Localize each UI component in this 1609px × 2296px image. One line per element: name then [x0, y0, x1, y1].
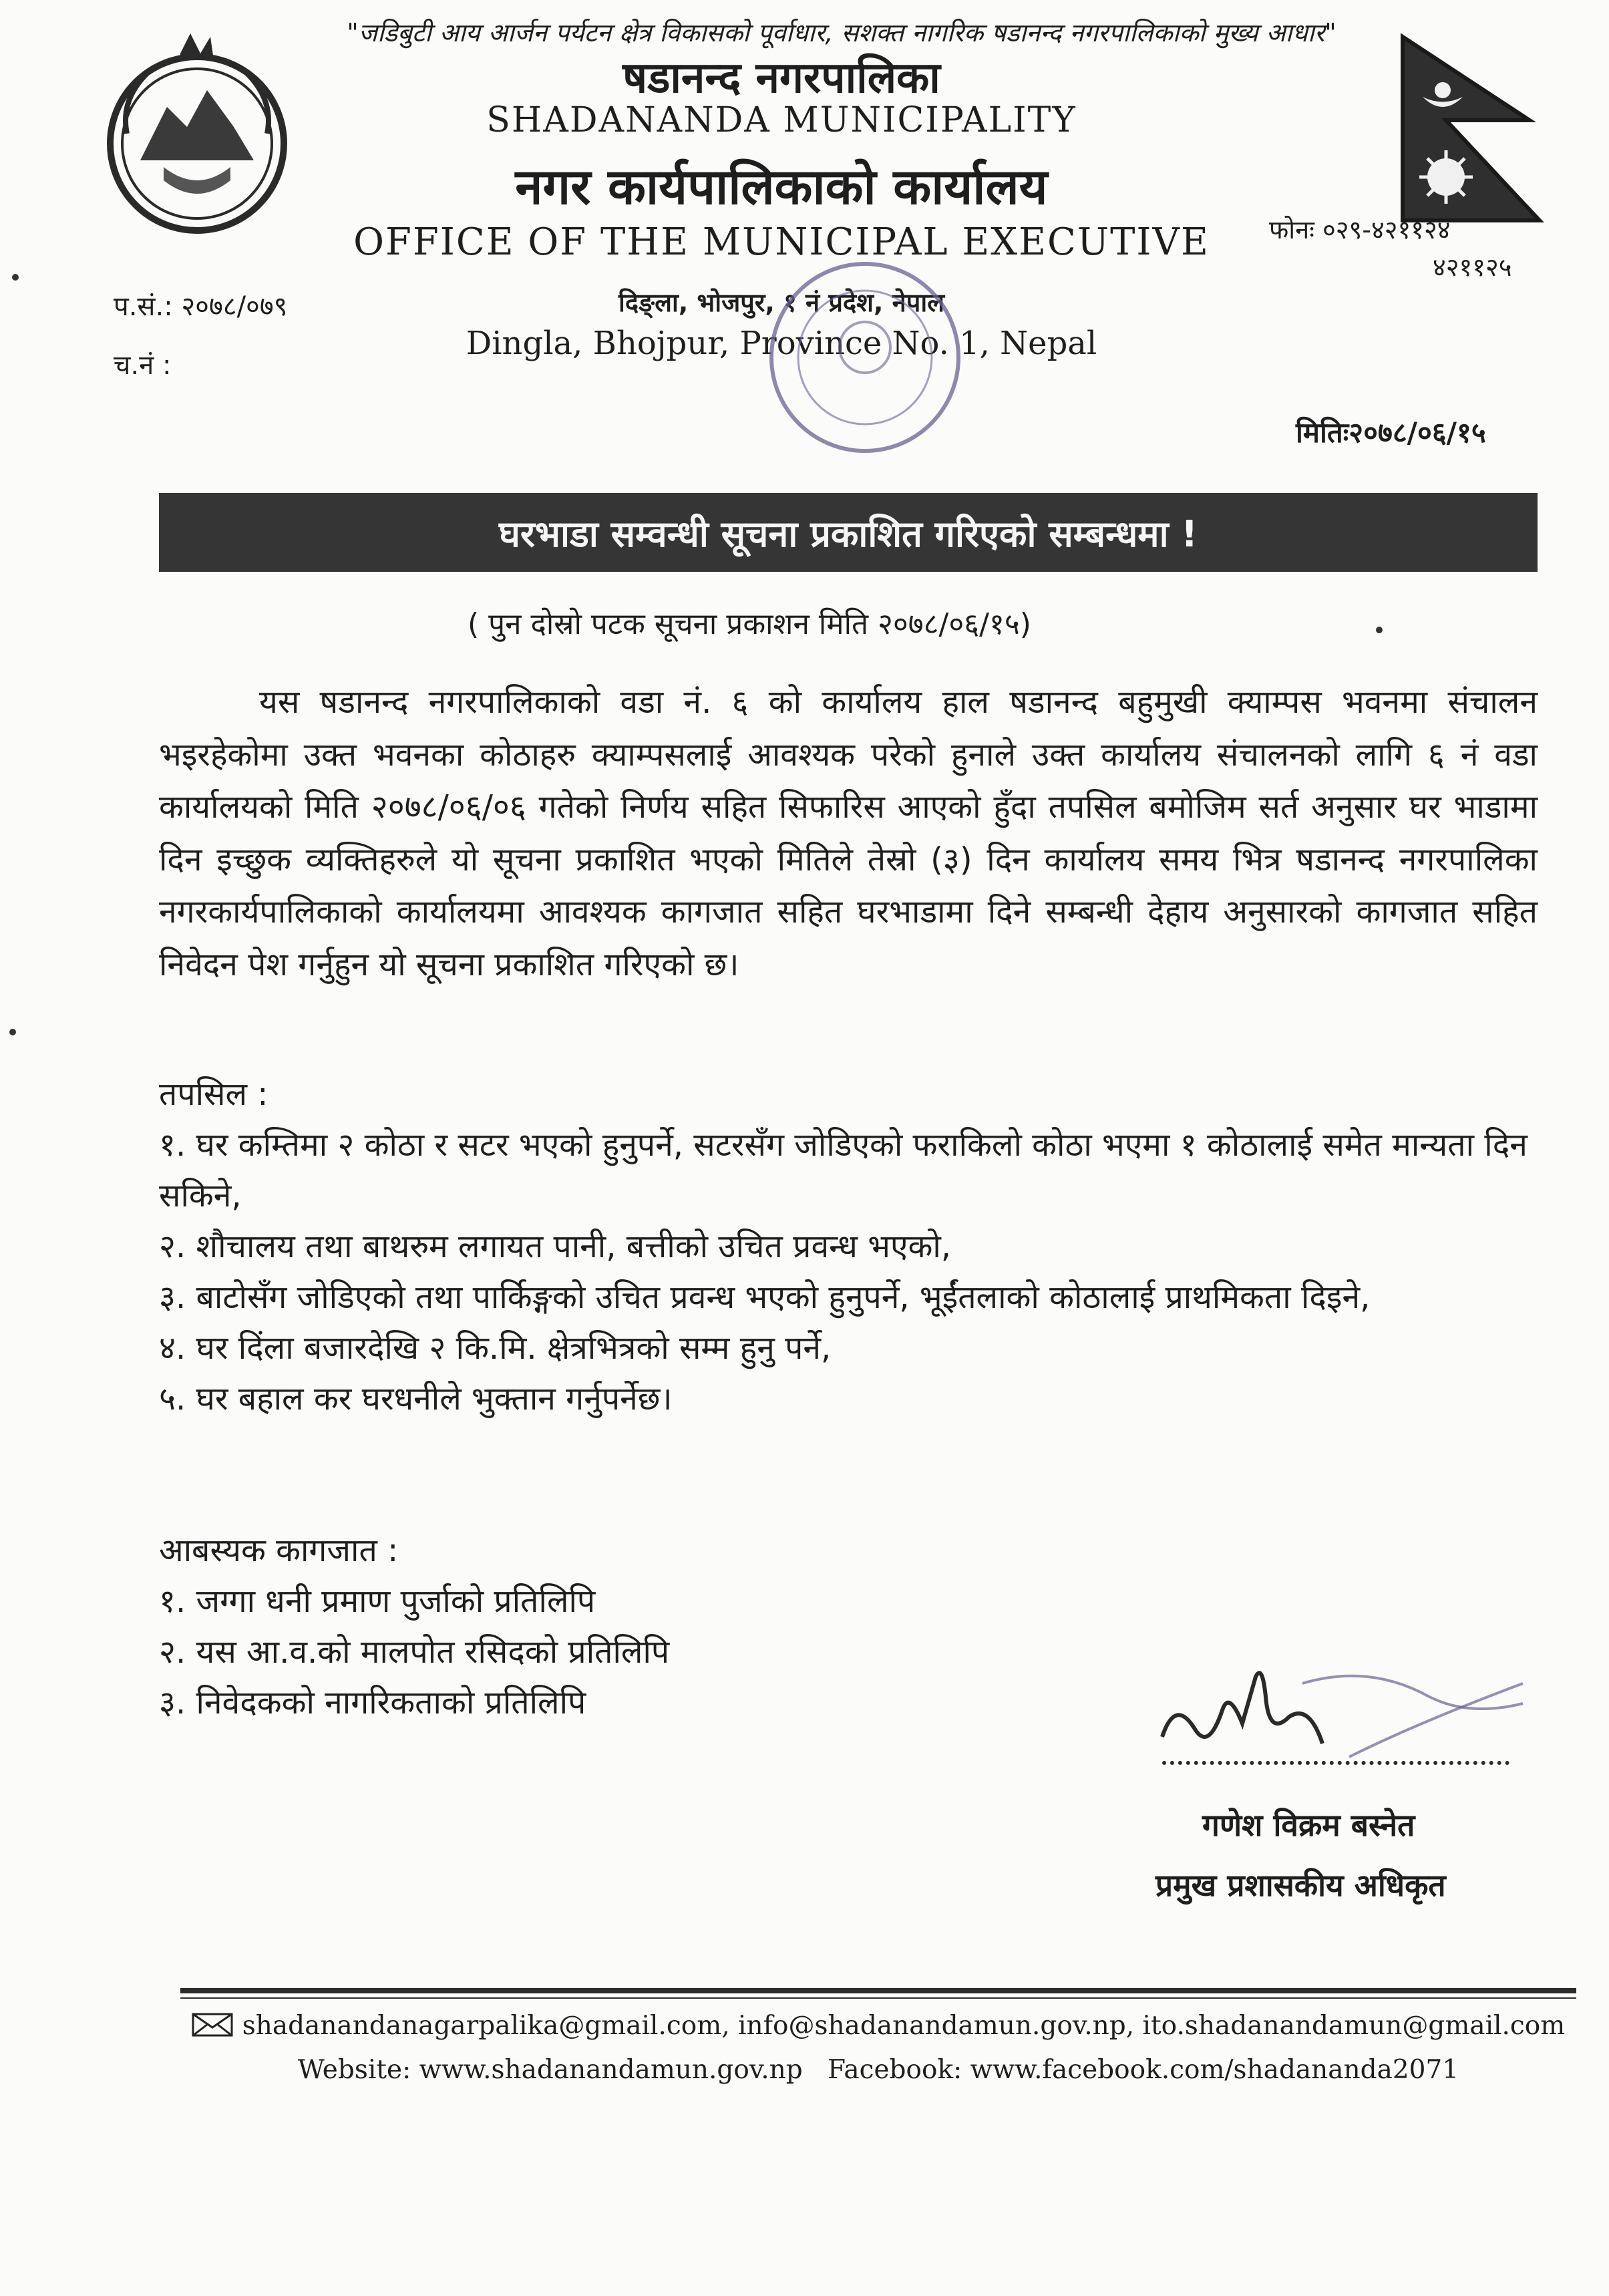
signature-scribble	[1149, 1657, 1550, 1770]
scan-speck	[9, 1029, 16, 1035]
office-name-np: नगर कार्यपालिकाको कार्यालय	[515, 158, 1048, 216]
signer-title: प्रमुख प्रशासकीय अधिकृत	[1155, 1867, 1446, 1903]
documents-heading: आबस्यक कागजात :	[159, 1532, 399, 1569]
conditions-list	[159, 1069, 1538, 1424]
notice-subtitle: ( पुन दोस्रो पटक सूचना प्रकाशन मिति २०७८/०६/१५)	[468, 607, 1031, 641]
list-item: ४. घर दिंला बजारदेखि २ कि.मि. क्षेत्रभित्रको सम्म हुनु पर्ने,	[159, 1329, 832, 1367]
nepal-emblem-icon	[100, 27, 294, 247]
office-name-en: OFFICE OF THE MUNICIPAL EXECUTIVE	[353, 220, 1210, 264]
list-item: २. यस आ.व.को मालपोत रसिदको प्रतिलिपि	[159, 1633, 670, 1671]
signer-name: गणेश विक्रम बस्नेत	[1202, 1807, 1415, 1843]
office-stamp-icon	[755, 247, 975, 468]
address-np: दिङ्ला, भोजपुर, १ नं प्रदेश, नेपाल	[618, 288, 944, 317]
notice-body: यस षडानन्द नगरपालिकाको वडा नं. ६ को कार्यालय हाल षडानन्द बहुमुखी क्याम्पस भवनमा संचालन भइरहेकोमा उक्त भवनका कोठाहरु क्याम्पसलाई आवश्यक परेको हुनाले उक्त कार्यालय संचालनको लागि ६ नं वडा कार्यालयको मिति २०७८/०६/०६ गतेको निर्णय सहित सिफारिस आएको हुँदा तपसिल बमोजिम सर्त अनुसार घर भाडामा दिन इच्छुक व्यक्तिहरुले यो सूचना प्रकाशित भएको मितिले तेस्रो (३) दिन कार्यालय समय भित्र षडानन्द नगरपालिका नगरकार्यपालिकाको कार्यालयमा आवश्यक कागजात सहित घरभाडामा दिने सम्बन्धी देहाय अनुसारको कागजात सहित निवेदन पेश गर्नुहुन यो सूचना प्रकाशित गरिएको छ।	[159, 683, 1538, 983]
envelope-icon	[192, 2013, 233, 2037]
municipality-name-np: षडानन्द नगरपालिका	[622, 53, 940, 103]
list-item: १. घर कम्तिमा २ कोठा र सटर भएको हुनुपर्ने, सटरसँग जोडिएको फराकिलो कोठा भएमा १ कोठालाई समेत मान्यता दिन सकिने,	[159, 1126, 1528, 1214]
reference-block	[114, 277, 287, 395]
scan-speck	[1376, 627, 1383, 633]
issue-date: मितिः२०७८/०६/१५	[1296, 416, 1486, 449]
municipality-name-en: SHADANANDA MUNICIPALITY	[486, 100, 1077, 140]
footer-emails[interactable]: shadanandanagarpalika@gmail.com, info@shadanandamun.gov.np, ito.shadanandamun@gmail.com	[242, 2011, 1566, 2041]
list-item: २. शौचालय तथा बाथरुम लगायत पानी, बत्तीको उचित प्रवन्ध भएको,	[159, 1228, 952, 1265]
footer-emails-line	[180, 2004, 1576, 2048]
ref-number: प.सं.: २०७८/०७९	[114, 291, 288, 322]
address-en: Dingla, Bhojpur, Province No. 1, Nepal	[466, 325, 1097, 362]
dispatch-number: च.नं :	[114, 350, 172, 381]
motto: "जडिबुटी आय आर्जन पर्यटन क्षेत्र विकासको पूर्वाधार, सशक्त नागरिक षडानन्द नगरपालिकाको मुख्य आधार"	[347, 18, 1336, 47]
list-item: ५. घर बहाल कर घरधनीले भुक्तान गर्नुपर्नेछ।	[159, 1380, 673, 1418]
phone-1: फोनः ०२९-४२११२४	[1269, 215, 1451, 244]
footer-web[interactable]: Website: www.shadanandamun.gov.np Facebook: www.facebook.com/shadananda2071	[297, 2055, 1459, 2085]
phone-numbers	[1269, 211, 1550, 286]
nepal-flag-icon	[1396, 33, 1550, 227]
list-item: ३. बाटोसँग जोडिएको तथा पार्किङ्गको उचित प्रवन्ध भएको हुनुपर्ने, भूईंतलाको कोठालाई प्राथमिकता दिइने,	[159, 1279, 1371, 1316]
list-item: ३. निवेदकको नागरिकताको प्रतिलिपि	[159, 1684, 586, 1721]
phone-2: ४२११२५	[1433, 253, 1512, 282]
notice-title: घरभाडा सम्वन्धी सूचना प्रकाशित गरिएको सम्बन्धमा !	[159, 493, 1538, 572]
footer-contact	[180, 2004, 1576, 2092]
footer-rule-thin	[180, 1997, 1576, 1999]
list-item: १. जग्गा धनी प्रमाण पुर्जाको प्रतिलिपि	[159, 1583, 596, 1620]
footer-rule	[180, 1988, 1576, 1993]
scan-speck	[12, 274, 19, 281]
signature-line	[1162, 1761, 1509, 1765]
conditions-heading: तपसिल :	[159, 1076, 269, 1113]
